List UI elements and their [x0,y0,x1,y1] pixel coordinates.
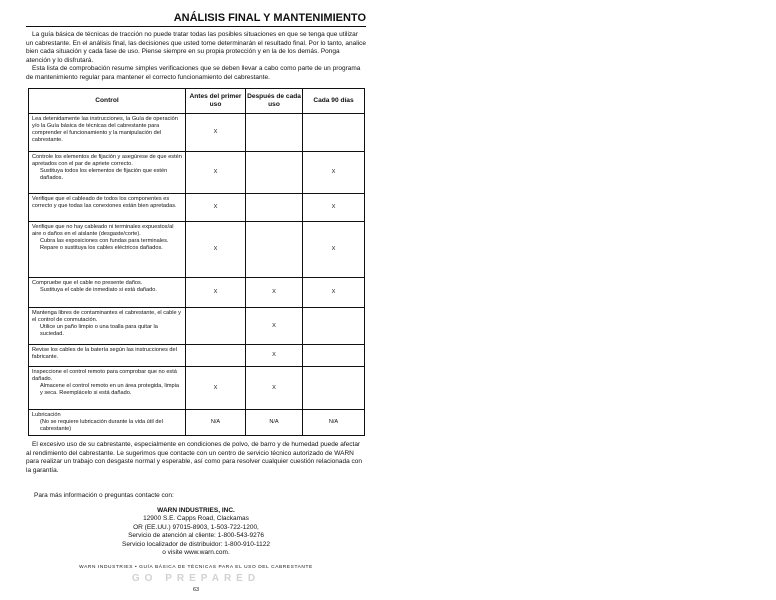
table-row [29,222,365,278]
footer-text: WARN INDUSTRIES • GUÍA BÁSICA DE TÉCNICAS PARA EL USO DEL CABRESTANTE [79,565,313,570]
control-main-text: Verifique que no hay cableado ni terminales expuestos/al aire o daños en el aislante (desgaste/corte). [32,224,174,237]
table-row [29,345,365,367]
control-main-text: Mantenga libres de contaminantes el cabrestante, el cable y el control de conmutación. [32,310,181,323]
header-after-each-use: Después de cada uso [246,89,303,114]
before-first-use-cell: X [186,194,246,222]
every-90-days-cell [303,345,365,367]
control-cell [29,278,186,308]
control-cell [29,367,186,410]
control-main-text: Compruebe que el cable no presente daños. [32,280,143,286]
control-cell [29,308,186,345]
intro-text [26,31,366,82]
distributor-locator-phone: Servicio localizador de distribuidor: 1-800-910-1122 [121,540,271,548]
control-cell [29,222,186,278]
every-90-days-cell [303,367,365,410]
control-sub-text: Almacene el control remoto en un área protegida, limpia y seca. Reemplácelo si está dañado. [40,383,179,396]
table-row [29,367,365,410]
after-each-use-cell: X [246,367,303,410]
before-first-use-cell [186,345,246,367]
every-90-days-cell: X [303,194,365,222]
control-cell [29,410,186,436]
after-each-use-cell: N/A [246,410,303,436]
table-row [29,278,365,308]
before-first-use-cell: X [186,114,246,152]
every-90-days-cell: X [303,278,365,308]
control-cell [29,194,186,222]
every-90-days-cell [303,308,365,345]
table-row [29,410,365,436]
after-each-use-cell [246,194,303,222]
after-each-use-cell: X [246,308,303,345]
before-first-use-cell: X [186,152,246,194]
control-main-text: Verifique que el cableado de todos los componentes es correcto y que todas las conexiones están bien apretadas. [32,196,177,209]
table-row [29,308,365,345]
control-main-text: Lea detenidamente las instrucciones, la Guía de operación y/o la Guía básica de técnicas del cabrestante para comprender el funcionamiento y la manipulación del cabrestante. [32,116,178,143]
website-text: o visite www.warn.com. [162,549,230,557]
closing-text [26,441,366,475]
after-each-use-cell: X [246,345,303,367]
header-control: Control [29,89,186,114]
contact-lead: Para más información o preguntas contacte con: [34,492,174,499]
intro-paragraph: Esta lista de comprobación resume simples verificaciones que se deben llevar a cabo como parte de un programa de mantenimiento regular para mantener el correcto funcionamiento del cabrestante. [26,65,361,81]
company-name: WARN INDUSTRIES, INC. [157,507,235,514]
control-cell [29,345,186,367]
table-row [29,152,365,194]
after-each-use-cell [246,152,303,194]
go-prepared-tagline: GO PREPARED [131,573,261,584]
customer-service-phone: Servicio de atención al cliente: 1-800-543-9276 [128,532,264,540]
after-each-use-cell [246,222,303,278]
every-90-days-cell: N/A [303,410,365,436]
page-number: 63 [192,587,200,593]
address-line: 12900 S.E. Capps Road, Clackamas [143,515,249,523]
before-first-use-cell: X [186,367,246,410]
every-90-days-cell: X [303,222,365,278]
closing-paragraph: El excesivo uso de su cabrestante, especialmente en condiciones de polvo, de barro y de humedad puede afectar al rendimiento del cabrestante. Le sugerimos que contacte con un centro de servicio técnico autorizado de WARN para realizar un trabajo con desgaste normal y esperable, así como para resolver cualquier cuestión relacionada con la garantía. [26,441,363,474]
every-90-days-cell: X [303,152,365,194]
page-title: ANÁLISIS FINAL Y MANTENIMIENTO [26,12,366,27]
after-each-use-cell [246,114,303,152]
after-each-use-cell: X [246,278,303,308]
header-before-first-use: Antes del primer uso [186,89,246,114]
contact-block [96,507,296,557]
control-sub-text: Sustituya el cable de inmediato si está dañado. [40,287,157,293]
control-cell [29,152,186,194]
every-90-days-cell [303,114,365,152]
table-header-row [29,89,365,114]
control-main-text: Controle los elementos de fijación y asegúrese de que estén apretados con el par de apriete correcto. [32,154,182,167]
before-first-use-cell: N/A [186,410,246,436]
before-first-use-cell: X [186,278,246,308]
maintenance-table [28,88,365,436]
control-sub-text: Sustituya todos los elementos de fijación que estén dañados. [40,168,168,181]
intro-paragraph: La guía básica de técnicas de tracción no puede tratar todas las posibles situaciones en que se tenga que utilizar un cabrestante. En el análisis final, las decisiones que usted tome determinarán el resultado final. Por lo tanto, analice bien cada situación y cada fase de uso. Piense siempre en su propia protección y en la de los demás. Ponga atención y lo disfrutará. [26,31,367,64]
control-cell [29,114,186,152]
address-line: OR (EE.UU.) 97015-8903, 1-503-722-1200, [133,523,259,531]
control-sub-text: Cubra las exposiciones con fundas para terminales. Repare o sustituya los cables eléctricos dañados. [40,238,169,251]
before-first-use-cell: X [186,222,246,278]
control-main-text: Revise los cables de la batería según las instrucciones del fabricante. [32,347,177,360]
control-sub-text: (No se requiere lubricación durante la vida útil del cabrestante) [40,419,163,432]
header-every-90-days: Cada 90 días [303,89,365,114]
control-main-text: Lubricación [32,412,61,418]
table-row [29,114,365,152]
control-main-text: Inspeccione el control remoto para comprobar que no está dañado. [32,369,177,382]
before-first-use-cell [186,308,246,345]
table-row [29,194,365,222]
control-sub-text: Utilice un paño limpio o una toalla para quitar la suciedad. [40,324,158,337]
